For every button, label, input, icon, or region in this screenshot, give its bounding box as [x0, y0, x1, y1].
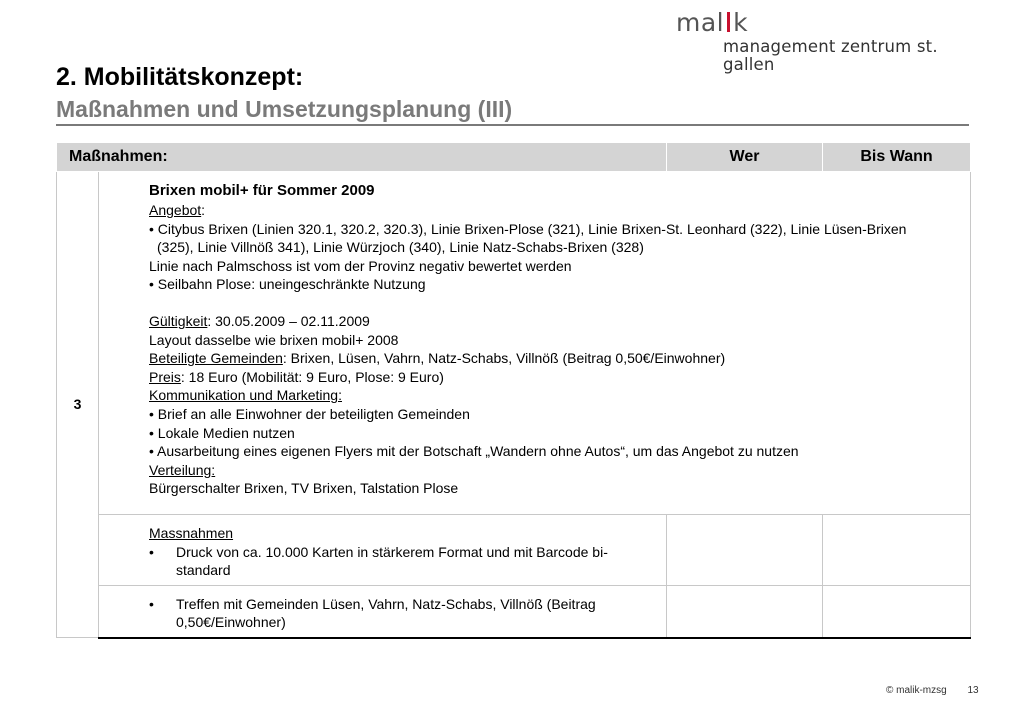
communication-item-3: • Ausarbeitung eines eigenen Flyers mit der Botschaft „Wandern ohne Autos“, um das Angebot zu nutzen	[149, 443, 799, 460]
offer-label: Angebot	[149, 202, 202, 218]
title-main: 2. Mobilitätskonzept:	[56, 63, 304, 91]
measures-sublabel: Massnahmen	[149, 524, 234, 541]
measures-table	[56, 142, 971, 639]
table-row	[57, 585, 971, 638]
price-label: Preis	[149, 368, 181, 385]
until-cell	[823, 585, 971, 638]
until-cell	[823, 514, 971, 585]
municipalities-line	[149, 349, 964, 368]
offer-line	[149, 201, 964, 220]
who-cell	[667, 514, 823, 585]
row-number: 3	[57, 172, 99, 638]
spacer	[149, 294, 964, 312]
meeting-text: Treffen mit Gemeinden Lüsen, Vahrn, Natz-Schabs, Villnöß (Beitrag 0,50€/Einwohner)	[176, 595, 596, 631]
main-measure-cell	[99, 172, 971, 515]
citybus-line-1: • Citybus Brixen (Linien 320.1, 320.2, 320.3), Linie Brixen-Plose (321), Linie Brixen-St. Leonhard (322), Linie Lüsen-Brixen	[149, 220, 907, 237]
company-logo	[676, 8, 976, 74]
title-sub: Maßnahmen und Umsetzungsplanung (III)	[56, 96, 513, 122]
footer	[886, 685, 979, 696]
municipalities-value: : Brixen, Lüsen, Vahrn, Natz-Schabs, Villnöß (Beitrag 0,50€/Einwohner)	[282, 350, 726, 367]
layout-line: Layout dasselbe wie brixen mobil+ 2008	[149, 331, 399, 348]
communication-item-1: • Brief an alle Einwohner der beteiligten Gemeinden	[149, 405, 470, 422]
price-value: : 18 Euro (Mobilität: 9 Euro, Plose: 9 Euro)	[180, 368, 444, 385]
print-measure-cell	[99, 514, 667, 585]
logo-brand-left: mal	[676, 8, 725, 37]
logo-wordmark	[676, 8, 976, 38]
logo-brand-right: k	[733, 8, 749, 37]
price-line	[149, 368, 964, 387]
footer-copyright: © malik-mzsg	[886, 685, 947, 696]
print-text: Druck von ca. 10.000 Karten in stärkerem Format und mit Barcode bi-standard	[176, 543, 608, 579]
palmschoss-note: Linie nach Palmschoss ist vom der Provinz negativ bewertet werden	[149, 257, 572, 274]
table-header-row	[57, 143, 971, 172]
list-item	[149, 595, 660, 632]
measure-heading: Brixen mobil+ für Sommer 2009	[149, 182, 375, 199]
list-item	[149, 543, 660, 580]
logo-tagline: management zentrum st. gallen	[723, 37, 938, 74]
who-cell	[667, 585, 823, 638]
validity-value: : 30.05.2009 – 02.11.2009	[207, 312, 370, 329]
validity-label: Gültigkeit	[149, 312, 208, 329]
page-number: 13	[967, 685, 979, 696]
municipalities-label: Beteiligte Gemeinden	[149, 350, 283, 367]
logo-red-bar	[727, 12, 730, 32]
header-who: Wer	[667, 143, 823, 172]
header-measures: Maßnahmen:	[57, 143, 667, 172]
table-row	[57, 514, 971, 585]
communication-item-2: • Lokale Medien nutzen	[149, 424, 295, 441]
distribution-label: Verteilung:	[149, 461, 216, 478]
slide-title	[56, 61, 512, 125]
distribution-value: Bürgerschalter Brixen, TV Brixen, Talstation Plose	[149, 480, 459, 497]
validity-line	[149, 312, 964, 331]
communication-label: Kommunikation und Marketing:	[149, 387, 342, 404]
citybus-line-2: (325), Linie Villnöß 341), Linie Würzjoch (340), Linie Natz-Schabs-Brixen (328)	[157, 239, 644, 256]
bullet: •	[149, 595, 154, 612]
title-divider	[56, 124, 969, 126]
header-until: Bis Wann	[823, 143, 971, 172]
seilbahn-item: • Seilbahn Plose: uneingeschränkte Nutzung	[149, 276, 426, 293]
bullet: •	[149, 543, 154, 560]
meeting-measure-cell	[99, 585, 667, 638]
offer-colon: :	[201, 202, 206, 218]
table-row	[57, 172, 971, 515]
